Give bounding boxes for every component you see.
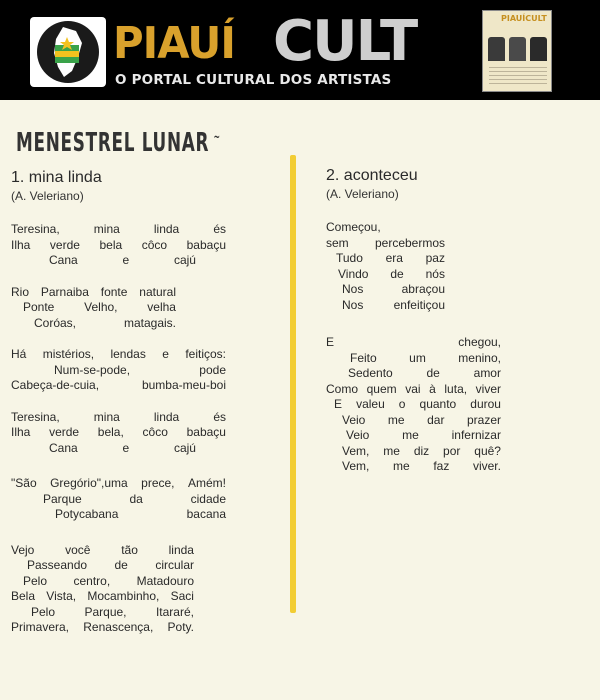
poem-line: Nos abraçou <box>342 282 445 296</box>
poem-line: Num-se-pode, pode <box>54 362 226 377</box>
stanza <box>11 410 226 457</box>
stanza <box>11 347 226 394</box>
poem-line: Como quem vai à luta, viver <box>326 381 501 396</box>
poem-line: Cana e cajú <box>49 253 196 267</box>
poem-line: Vem, me faz viver. <box>342 459 501 473</box>
poem-line: Pelo Parque, Itararé, <box>31 604 194 619</box>
stanza <box>11 543 226 636</box>
poem-line: Cabeça-de-cuia, bumba-meu-boi <box>11 378 226 392</box>
poem-line: Vejo você tão linda <box>11 542 194 557</box>
poem-line: E valeu o quanto durou <box>334 397 501 411</box>
poem-line: Passeando de circular <box>27 558 194 572</box>
thumbnail-photo <box>530 37 547 61</box>
poem-line: Pelo centro, Matadouro <box>23 573 194 588</box>
section-title-mark: ~ <box>213 130 221 145</box>
site-header <box>0 0 600 100</box>
poem-line: Sedento de amor <box>348 366 501 380</box>
stanza <box>326 335 501 475</box>
poem-line: Teresina, mina linda és <box>11 409 226 424</box>
stanza <box>326 220 501 313</box>
brand-tagline: O PORTAL CULTURAL DOS ARTISTAS <box>115 72 392 88</box>
poem-line: Tudo era paz <box>336 251 445 265</box>
poem-line: Coróas, matagais. <box>34 315 176 330</box>
thumbnail-text-lines <box>489 67 547 85</box>
thumbnail-photo <box>488 37 505 61</box>
piaui-map-logo-icon <box>30 17 106 87</box>
poem-line: Teresina, mina linda és <box>11 222 226 236</box>
column-divider <box>290 155 296 613</box>
brand-wordmark[interactable] <box>113 9 433 92</box>
brand-piaui-text: PIAUÍ <box>113 18 236 69</box>
poem-author: (A. Veleriano) <box>326 187 399 201</box>
poem-line: Vem, me diz por quê? <box>342 443 501 458</box>
poem-mina-linda <box>11 168 226 636</box>
poem-line: Vindo de nós <box>338 266 445 281</box>
poem-line: Rio Parnaiba fonte natural <box>11 284 176 299</box>
stanza <box>11 222 226 269</box>
poem-line: Nos enfeitiçou <box>342 297 445 312</box>
poem-line: Veio me infernizar <box>346 428 501 442</box>
poem-line: Potycabana bacana <box>55 507 226 521</box>
poem-line: Bela Vista, Mocambinho, Saci <box>11 589 194 603</box>
featured-thumbnail[interactable] <box>482 10 552 92</box>
poem-line: Há mistérios, lendas e feitiços: <box>11 347 226 361</box>
poem-line: Ponte Velho, velha <box>23 300 176 314</box>
poem-title: 2. aconteceu <box>326 167 418 184</box>
poem-line: Parque da cidade <box>43 491 226 506</box>
thumbnail-title: PIAUÍCULT <box>501 14 547 23</box>
poem-line: "São Gregório",uma prece, Amém! <box>11 476 226 490</box>
poem-aconteceu <box>326 166 501 475</box>
poem-line: E chegou, <box>326 335 501 349</box>
poem-line: Primavera, Renascença, Poty. <box>11 620 194 634</box>
poem-line: Cana e cajú <box>49 440 196 455</box>
stanza <box>11 285 226 332</box>
poem-author: (A. Veleriano) <box>11 189 84 203</box>
poem-line: sem percebermos <box>326 235 445 250</box>
poem-line: Ilha verde bela, côco babaçu <box>11 425 226 439</box>
poem-title: 1. mina linda <box>11 169 102 186</box>
thumbnail-subtitle-band <box>487 27 549 33</box>
section-title <box>16 128 221 158</box>
stanza <box>11 476 226 523</box>
poem-line: Veio me dar prazer <box>342 412 501 427</box>
site-logo[interactable] <box>30 17 106 87</box>
thumbnail-photo <box>509 37 526 61</box>
brand-cult-text: CULT <box>273 9 417 74</box>
poem-line: Começou, <box>326 220 381 234</box>
section-title-text: MENESTREL LUNAR <box>16 128 210 158</box>
poem-line: Feito um menino, <box>350 350 501 365</box>
poem-line: Ilha verde bela côco babaçu <box>11 237 226 252</box>
